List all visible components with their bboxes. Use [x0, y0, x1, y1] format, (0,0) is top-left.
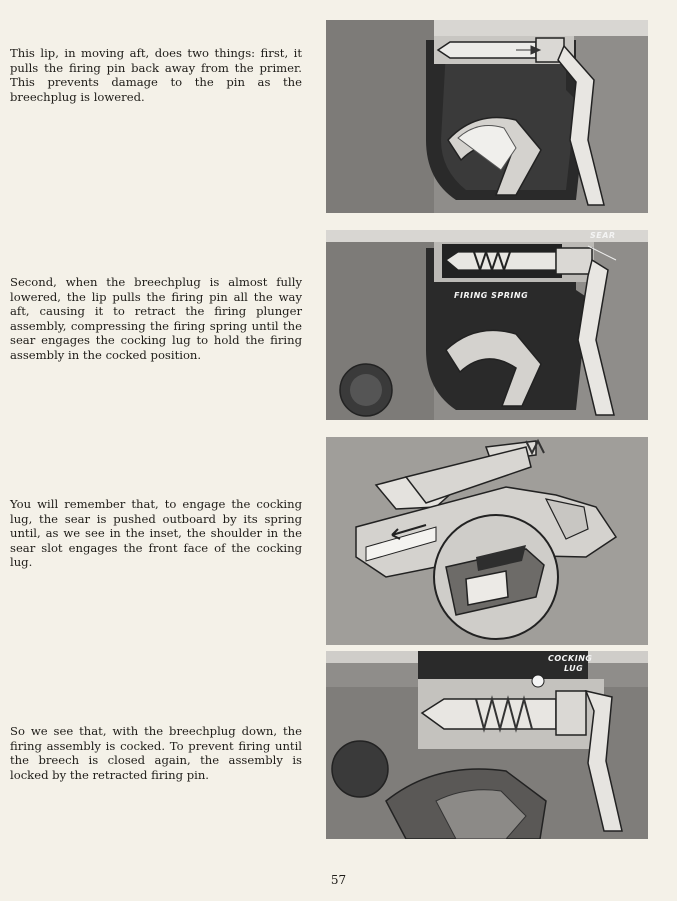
- label-cocking: COCKING: [548, 654, 593, 663]
- label-lug: LUG: [564, 664, 584, 673]
- paragraph-cocking-lug-inset: You will remember that, to engage the cocking lug, the sear is pushed outboard by its spring until, as we see in the inset, the shoulder in the sear slot engages the front face of the cocking lug.: [10, 497, 302, 570]
- illustration-breechplug-down-cocked: [326, 651, 648, 839]
- label-sear: SEAR: [590, 231, 616, 240]
- paragraph-breechplug-lowered: Second, when the breechplug is almost fully lowered, the lip pulls the firing pin all the way aft, causing it to retract the firing plunger assembly, compressing the firing spring until the sear engages the cocking lug to hold the firing assembly in the cocked position.: [10, 275, 302, 362]
- paragraph-lip-moving-aft: This lip, in moving aft, does two things: first, it pulls the firing pin back away from the primer. This prevents damage to the pin as the breechplug is lowered.: [10, 46, 302, 104]
- illustration-firing-spring-compressed: [326, 230, 648, 420]
- illustration-sear-cocking-lug: [326, 437, 648, 645]
- paragraph-firing-assembly-cocked: So we see that, with the breechplug down, the firing assembly is cocked. To prevent firing until the breech is closed again, the assembly is locked by the retracted firing pin.: [10, 724, 302, 782]
- label-firing-spring: FIRING SPRING: [454, 291, 529, 300]
- illustration-firing-pin-retract: [326, 20, 648, 213]
- page-number: 57: [330, 873, 347, 887]
